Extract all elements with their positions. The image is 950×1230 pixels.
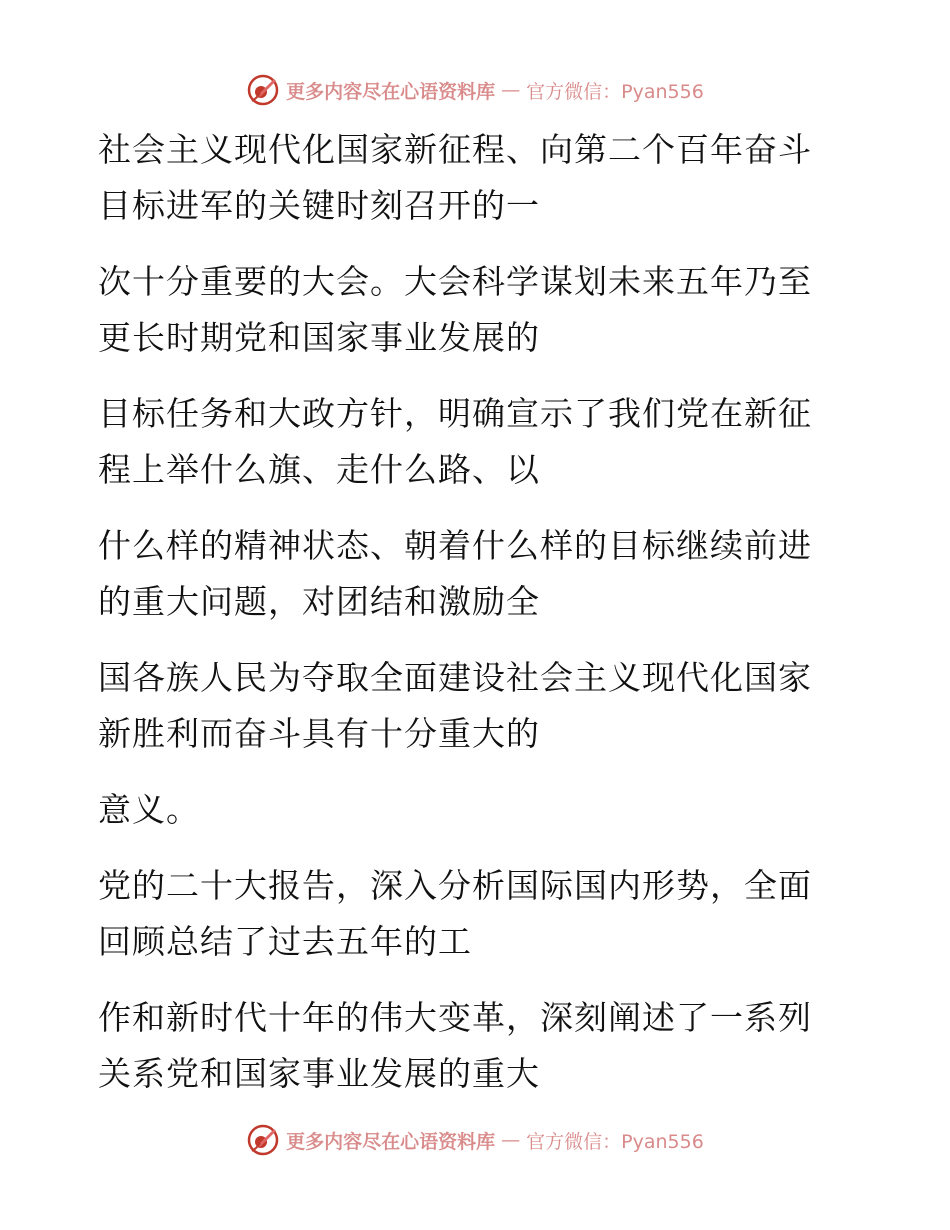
- paragraph: [98, 858, 838, 970]
- text-line: 次十分重要的大会。大会科学谋划未来五年乃至: [98, 262, 812, 301]
- paragraph: [98, 254, 838, 366]
- paragraph: [98, 650, 838, 762]
- quill-logo-icon: [246, 1123, 280, 1157]
- text-line: 什么样的精神状态、朝着什么样的目标继续前进: [98, 526, 812, 565]
- text-line: 关系党和国家事业发展的重大: [98, 1054, 540, 1093]
- text-line: 目标任务和大政方针，明确宣示了我们党在新征: [98, 394, 812, 433]
- header-separator: —: [501, 79, 521, 101]
- paragraph: [98, 518, 838, 630]
- header-banner: [0, 70, 950, 110]
- text-line: 的重大问题，对团结和激励全: [98, 582, 540, 621]
- text-line: 程上举什么旗、走什么路、以: [98, 450, 540, 489]
- footer-banner: [0, 1120, 950, 1160]
- text-line: 国各族人民为夺取全面建设社会主义现代化国家: [98, 658, 812, 697]
- text-line: 意义。: [98, 790, 200, 829]
- text-line: 社会主义现代化国家新征程、向第二个百年奋斗: [98, 130, 812, 169]
- text-line: 党的二十大报告，深入分析国际国内形势，全面: [98, 866, 812, 905]
- footer-wechat: 官方微信：Pyan556: [526, 1130, 704, 1153]
- paragraph: [98, 386, 838, 498]
- header-wechat: 官方微信：Pyan556: [526, 80, 704, 103]
- paragraph: [98, 122, 838, 234]
- text-line: 回顾总结了过去五年的工: [98, 922, 472, 961]
- header-text: 更多内容尽在心语资料库: [286, 80, 496, 103]
- text-line: 作和新时代十年的伟大变革，深刻阐述了一系列: [98, 998, 812, 1037]
- text-line: 更长时期党和国家事业发展的: [98, 318, 540, 357]
- footer-text: 更多内容尽在心语资料库: [286, 1130, 496, 1153]
- quill-logo-icon: [246, 73, 280, 107]
- paragraph: [98, 990, 838, 1102]
- paragraph: [98, 782, 838, 838]
- footer-separator: —: [501, 1129, 521, 1151]
- text-line: 目标进军的关键时刻召开的一: [98, 186, 540, 225]
- text-line: 新胜利而奋斗具有十分重大的: [98, 714, 540, 753]
- document-body: [98, 122, 838, 1122]
